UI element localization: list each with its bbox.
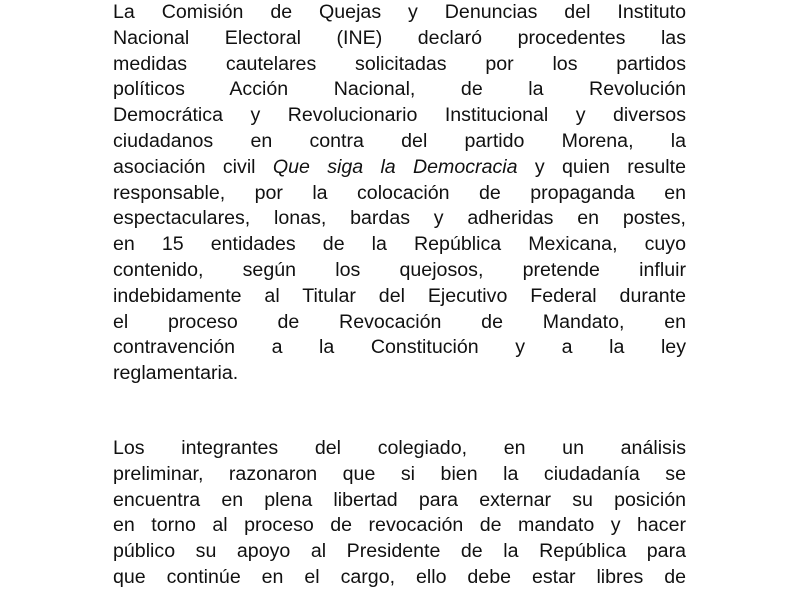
text-line: Los integrantes del colegiado, en un análisis [113,437,686,459]
text-line-with-italic [113,155,686,181]
paragraph-1 [113,0,686,387]
text-line: indebidamente al Titular del Ejecutivo Federal durante [113,284,686,307]
text-line: La Comisión de Quejas y Denuncias del Instituto [113,1,686,23]
text-line: en torno al proceso de revocación de mandato y hacer [113,514,686,537]
text-line: el proceso de Revocación de Mandato, en [113,310,686,333]
text-line: que continúe en el cargo, ello debe estar libres de [113,565,686,588]
text-line: Nacional Electoral (INE) declaró procedentes las [113,26,686,49]
text-line: en 15 entidades de la República Mexicana, cuyo [113,233,686,256]
text-line: preliminar, razonaron que si bien la ciudadanía se [113,462,686,485]
text-line: espectaculares, lonas, bardas y adheridas en postes, [113,207,686,230]
paragraph-2 [113,436,686,591]
text-line: público su apoyo al Presidente de la República para [113,540,686,563]
text-line: contravención a la Constitución y a la ley [113,336,686,359]
italic-organization-name: Que siga la Democracia [272,155,518,178]
text-line: ciudadanos en contra del partido Morena, la [113,129,686,152]
text-line: contenido, según los quejosos, pretende influir [113,258,686,281]
text-line: reglamentaria. [113,362,239,385]
text-line: encuentra en plena libertad para externar su posición [113,488,686,511]
text-line: políticos Acción Nacional, de la Revolución [113,78,686,101]
text-line: medidas cautelares solicitadas por los partidos [113,52,686,75]
text-line: Democrática y Revolucionario Institucional y diversos [113,104,686,127]
text-fragment: asociación civil [113,155,256,178]
text-fragment: y quien resulte [534,155,686,178]
text-line: responsable, por la colocación de propaganda en [113,181,686,204]
